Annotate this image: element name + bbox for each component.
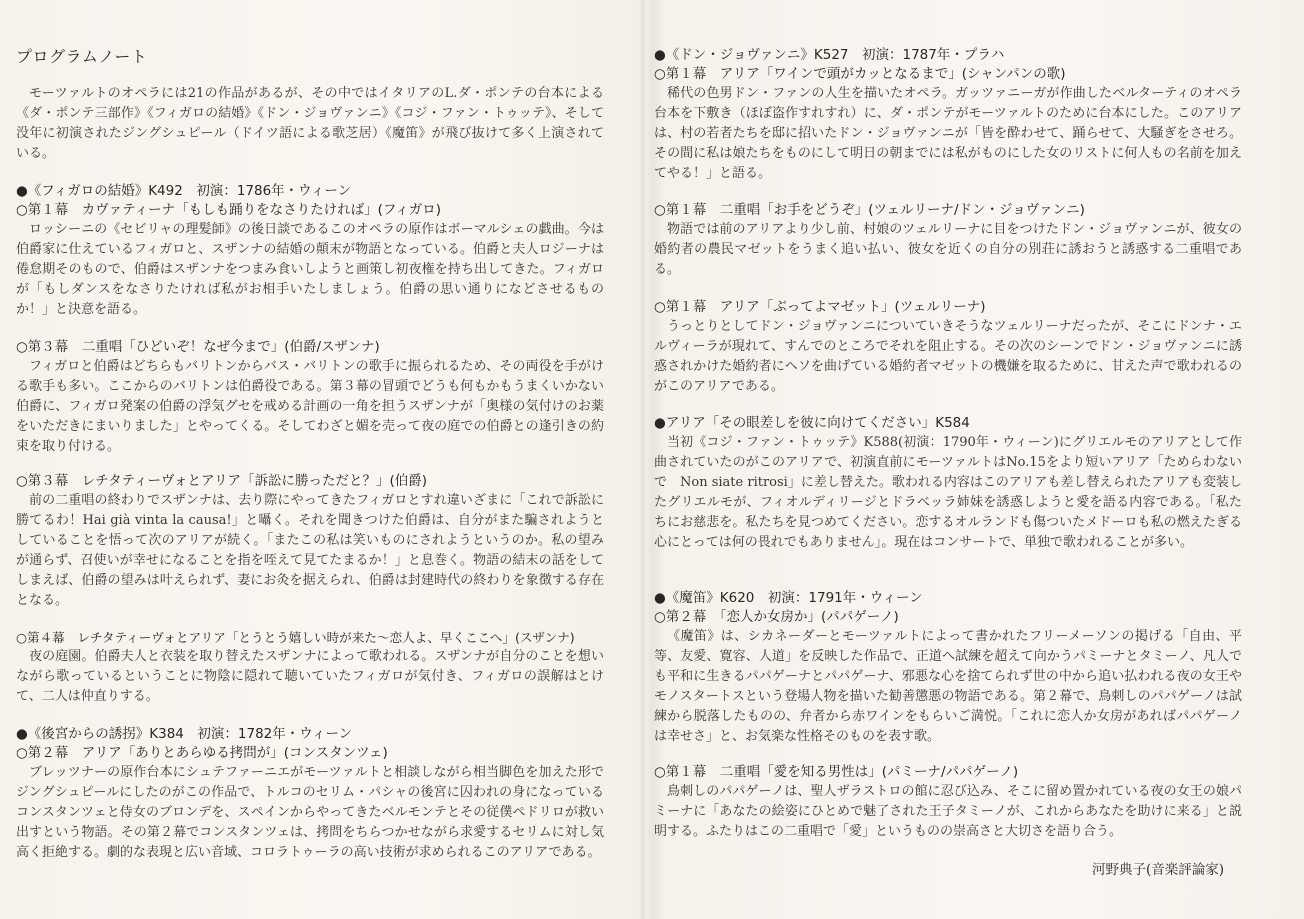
don-duet-body: 物語では前のアリアより少し前、村娘のツェルリーナに目をつけたドン・ジョヴァンニが、彼女の婚約者の農民マゼットをうまく追い払い、彼女を近くの自分の別荘に誘おうと誘惑する二重唱である。: [654, 222, 1242, 277]
figaro-aria1-body: ロッシーニの《セビリャの理髪師》の後日談であるこのオペラの原作はボーマルシェの戯曲。今は伯爵家に仕えているフィガロと、スザンナの結婚の顛末が物語となっている。伯爵と夫人ロジーナは倦怠期そのもので、伯爵はスザンナをつまみ食いしようと画策し初夜権を持ち出してきた。フィガロが「もしダンスをなさりたければ私がお相手いたしましょう。伯爵の思い通りになどさせるものか！」と決意を語る。: [16, 222, 604, 317]
don-header: ●《ドン・ジョヴァンニ》K527 初演：1787年・プラハ: [654, 47, 1005, 63]
zerlina-aria-title: ○第１幕 アリア「ぶってよマゼット」(ツェルリーナ): [654, 299, 986, 315]
cosi-header: ●アリア「その眼差しを彼に向けてください」K584: [654, 415, 970, 431]
flute-aria-title: ○第２幕 「恋人か女房か」(パパゲーノ): [654, 609, 899, 625]
figaro-count-body: 前の二重唱の終わりでスザンナは、去り際にやってきたフィガロとすれ違いざまに「これで訴訟に勝てるわ！Hai già vinta la causa!」と囁く。それを聞きつけた伯爵は、自分がまた騙されようとしていることを悟って次のアリアが続く。「またこの私は笑いものにされようというのか。私の望みが通らず、召使いが幸せになることを指を咥えて見てたまるか！」と息巻く。物語の結末の話をしてしまえば、伯爵の望みは叶えられず、妻にお灸を据えられ、伯爵は封建時代の終わりを象徴する存在となる。: [16, 493, 604, 608]
don-duet-section: [654, 201, 1242, 280]
page-fold: [640, 0, 646, 919]
don-aria-title: ○第１幕 アリア「ワインで頭がカッとなるまで」(シャンパンの歌): [654, 66, 1066, 82]
figaro-susanna-title: ○第４幕 レチタティーヴォとアリア「とうとう嬉しい時が来た〜恋人よ、早くここへ」(スザンナ): [16, 630, 575, 645]
serail-section: [16, 725, 604, 863]
figaro-susanna-section: [16, 628, 604, 707]
figaro-header: ●《フィガロの結婚》K492 初演：1786年・ウィーン: [16, 183, 352, 199]
flute-duet-body: 鳥刺しのパパゲーノは、聖人ザラストロの館に忍び込み、そこに留め置かれている夜の女王の娘パミーナに「あなたの絵姿にひとめで魅了された王子タミーノが、これからあなたを助けに来る」と説明する。ふたりはこの二重唱で「愛」というものの崇高さと大切さを語り合う。: [654, 784, 1242, 839]
serail-header: ●《後宮からの誘拐》K384 初演：1782年・ウィーン: [16, 726, 353, 742]
don-duet-title: ○第１幕 二重唱「お手をどうぞ」(ツェルリーナ/ドン・ジョヴァンニ): [654, 202, 1085, 218]
figaro-duet-title: ○第３幕 二重唱「ひどいぞ！なぜ今まで」(伯爵/スザンナ): [16, 339, 380, 355]
author-credit: 河野典子(音楽評論家): [1092, 862, 1225, 878]
serail-aria-title: ○第２幕 アリア「ありとあらゆる拷問が」(コンスタンツェ): [16, 745, 388, 761]
page-title: プログラムノート: [16, 47, 148, 66]
figaro-section: [16, 182, 604, 320]
zerlina-aria-body: うっとりとしてドン・ジョヴァンニについていきそうなツェルリーナだったが、そこにドンナ・エルヴィーラが現れて、すんでのところでそれを阻止する。その次のシーンでドン・ジョヴァンニに誘惑されかけた婚約者にヘソを曲げている婚約者マゼットの機嫌を取るために、甘えた声で歌われるのがこのアリアである。: [654, 319, 1242, 394]
intro-paragraph: モーツァルトのオペラには21の作品があるが、その中ではイタリアのL.ダ・ポンテの台本による《ダ・ポンテ三部作》《フィガロの結婚》《ドン・ジョヴァンニ》《コジ・ファン・トゥッテ》、そして没年に初演されたジングシュピール（ドイツ語による歌芝居）《魔笛》が飛び抜けて多く上演されている。: [16, 86, 604, 161]
figaro-susanna-body: 夜の庭園。伯爵夫人と衣装を取り替えたスザンナによって歌われる。スザンナが自分のことを想いながら歌っているということに物陰に隠れて聴いていたフィガロが気付き、フィガロの誤解はとけて、二人は仲直りする。: [16, 649, 604, 704]
figaro-duet-body: フィガロと伯爵はどちらもバリトンからバス・バリトンの歌手に振られるため、その両役を手がける歌手も多い。ここからのバリトンは伯爵役である。第３幕の冒頭でどうも何もかもうまくいかない伯爵に、フィガロ発案の伯爵の浮気グセを戒める計画の一角を担うスザンナが「奥様の気付けのお薬をいただきにまいりました」とやってくる。そしてわざと媚を売って夜の庭での伯爵との逢引きの約束を取り付ける。: [16, 359, 604, 454]
figaro-duet-section: [16, 338, 604, 457]
intro-section: [16, 84, 604, 164]
flute-header: ●《魔笛》K620 初演：1791年・ウィーン: [654, 590, 923, 606]
cosi-section: [654, 414, 1242, 553]
don-aria-body: 稀代の色男ドン・ファンの人生を描いたオペラ。ガッツァニーガが作曲したベルターティのオペラ台本を下敷き（ほぼ盗作すれすれ）に、ダ・ポンテがモーツァルトのために台本にした。このアリアは、村の若者たちを邸に招いたドン・ジョヴァンニが「皆を酔わせて、踊らせて、大騒ぎをさせろ。その間に私は娘たちをものにして明日の朝までには私がものにした女のリストに何人もの名前を加えてやる！」と語る。: [654, 86, 1242, 181]
figaro-aria1-title: ○第１幕 カヴァティーナ「もしも踊りをなさりたければ」(フィガロ): [16, 202, 442, 218]
flute-duet-section: [654, 763, 1242, 842]
flute-duet-title: ○第１幕 二重唱「愛を知る男性は」(パミーナ/パパゲーノ): [654, 764, 1019, 780]
cosi-body: 当初《コジ・ファン・トゥッテ》K588(初演：1790年・ウィーン)にグリエルモのアリアとして作曲されていたのがこのアリアで、初演直前にモーツァルトはNo.15をより短いアリア「ためらわないで Non siate ritrosi」に差し替えた。歌われる内容はこのアリアも差し替えられたアリアも変装したグリエルモが、フィオルディリージとドラベッラ姉妹を誘惑しようと愛を語る内容である。「私たちにお慈悲を。私たちを見つめてください。恋するオルランドも傷ついたメドーロも私の燃えたぎる心にとっては何の畏れでもありません」。現在はコンサートで、単独で歌われることが多い。: [654, 435, 1242, 550]
flute-section: [654, 589, 1242, 747]
zerlina-section: [654, 298, 1242, 397]
serail-aria-body: ブレッツナーの原作台本にシュテファーニエがモーツァルトと相談しながら相当脚色を加えた形でジングシュピールにしたのがこの作品で、トルコのセリム・パシャの後宮に囚われの身になっているコンスタンツェと侍女のブロンデを、スペインからやってきたベルモンテとその従僕ペドリロが救い出すという物語。その第２幕でコンスタンツェは、拷問をちらつかせながら求愛するセリムに対し気高く拒絶する。劇的な表現と広い音域、コロラトゥーラの高い技術が求められるこのアリアである。: [16, 765, 604, 860]
figaro-count-title: ○第３幕 レチタティーヴォとアリア「訴訟に勝っただと？」(伯爵): [16, 473, 427, 489]
don-section: [654, 46, 1242, 184]
figaro-count-section: [16, 472, 604, 611]
flute-aria-body: 《魔笛》は、シカネーダーとモーツァルトによって書かれたフリーメーソンの掲げる「自由、平等、友愛、寛容、人道」を反映した作品で、正道へ試練を超えて向かうパミーナとタミーノ、凡人でも平和に生きるパパゲーナとパパゲーナ、邪悪な心を捨てられず世の中から追い払われる夜の女王やモノスタートスという登場人物を描いた勧善懲悪の物語である。第２幕で、鳥刺しのパパゲーノは試練から脱落したものの、弁者から赤ワインをもらいご満悦。「これに恋人か女房があればパパゲーノは幸せさ」と、お気楽な性格そのものを表す歌。: [654, 629, 1242, 744]
